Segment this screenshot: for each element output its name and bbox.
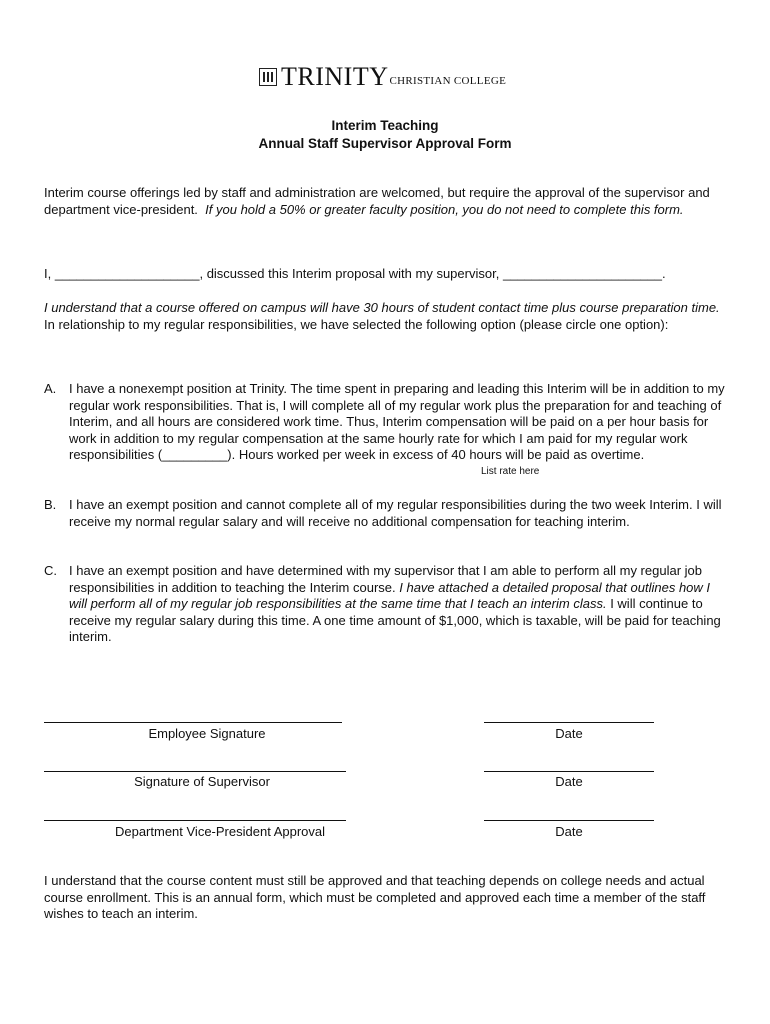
vp-signature-label: Department Vice-President Approval — [114, 824, 326, 839]
supervisor-date-label: Date — [555, 774, 583, 789]
college-crest-icon — [259, 68, 277, 86]
employee-signature-line[interactable] — [44, 722, 342, 723]
intro-italic-note: If you hold a 50% or greater faculty position, you do not need to complete this form. — [205, 201, 684, 217]
option-c-text: I have an exempt position and have determined with my supervisor that I am able to perform all my regular job responsibilities in addition to teaching the Interim course. I have attached a detailed proposal that outlines how I will perform all of my regular job responsibilities at the same time that I teach an interim class. I will continue to receive my regular salary during this time. A one time amount of $1,000, which is taxable, will be paid for teaching interim. — [69, 563, 721, 644]
understand-text: In relationship to my regular responsibilities, we have selected the following option (please circle one option): — [44, 316, 669, 332]
understand-paragraph — [44, 300, 724, 333]
vp-date-label: Date — [555, 824, 583, 839]
form-title: Interim Teaching — [331, 118, 439, 133]
list-rate-note: List rate here — [481, 466, 540, 477]
supervisor-signature-label: Signature of Supervisor — [134, 774, 270, 789]
employee-date-line[interactable] — [484, 722, 654, 723]
employee-signature-label: Employee Signature — [148, 726, 266, 741]
option-b-text: I have an exempt position and cannot complete all of my regular responsibilities during the two week Interim. I will receive my normal regular salary and will receive no additional compensation for teaching interim. — [69, 497, 722, 529]
footer-paragraph: I understand that the course content must still be approved and that teaching depends on college needs and actual course enrollment. This is an annual form, which must be completed and approved each time a member of the staff wishes to teach an interim. — [44, 873, 706, 921]
supervisor-signature-line[interactable] — [44, 771, 346, 772]
discussed-line: I, ____________________, discussed this Interim proposal with my supervisor, ______________________. — [44, 266, 666, 281]
option-letter: A. — [44, 381, 57, 396]
vp-date-line[interactable] — [484, 820, 654, 821]
logo-subtitle: CHRISTIAN COLLEGE — [389, 75, 507, 87]
hourly-rate-blank[interactable]: _________ — [162, 447, 228, 462]
logo-wordmark: TRINITY — [281, 62, 389, 91]
option-a-text: I have a nonexempt position at Trinity. The time spent in preparing and leading this Interim will be in addition to my regular work responsibilities. That is, I will complete all of my regular work plus the preparation for and teaching of Interim, and all hours are considered work time. Thus, Interim compensation will be paid on a per hour basis for work in addition to my regular compensation at the same hourly rate for which I am paid for my regular work responsibilities (_________). Hours worked per week in excess of 40 hours will be paid as overtime. — [69, 381, 725, 462]
intro-paragraph — [44, 185, 724, 218]
intro-text: Interim course offerings led by staff and administration are welcomed, but require the approval of the supervisor and department vice-president. — [44, 185, 710, 217]
college-logo — [259, 58, 506, 90]
employee-name-blank[interactable]: ____________________ — [54, 266, 200, 281]
employee-date-label: Date — [555, 726, 583, 741]
form-subtitle: Annual Staff Supervisor Approval Form — [258, 136, 512, 151]
option-letter: B. — [44, 497, 57, 512]
supervisor-name-blank[interactable]: ______________________ — [502, 266, 662, 281]
supervisor-date-line[interactable] — [484, 771, 654, 772]
understand-italic: I understand that a course offered on campus will have 30 hours of student contact time plus course preparation time. — [44, 300, 720, 315]
option-letter: C. — [44, 563, 57, 578]
vp-signature-line[interactable] — [44, 820, 346, 821]
